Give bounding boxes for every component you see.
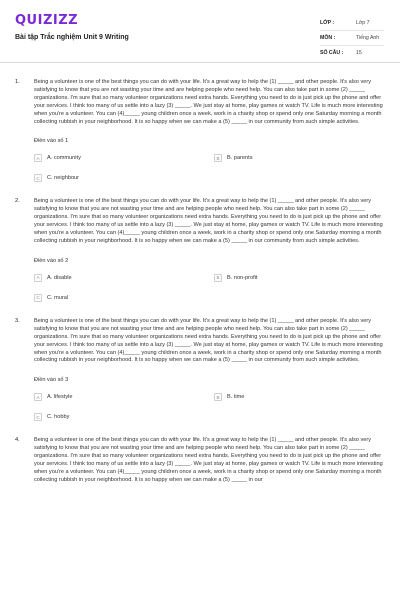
option-b[interactable]	[214, 393, 394, 401]
option-text: C. neighbour	[47, 175, 80, 182]
question-2	[15, 182, 385, 301]
meta-key: SỐ CÂU :	[320, 50, 344, 56]
option-c[interactable]	[34, 294, 214, 302]
option-letter-box: C	[34, 413, 42, 421]
question-passage: Being a volunteer is one of the best things you can do with your life. It's a great way to help the (1) _____ and other people. It's also very satisfying to know that you are not wasting your time and are helping people who need help. You can also take part in some (2) _____ organizations. I'm sure that so many volunteer organizations need extra hands. Everything you need to do is just pick up the phone and offer your services. I think too many of us settle into a lazy (3) _____. We just stay at home, play games or watch TV. Life is much more interesting when you're a volunteer. You can (4)_____ young children once a week, work in a charity shop or spend only one Saturday morning a month collecting rubbish in your neighborhood. It is so happy when we can make a (5) _____ in our community from such simple activities.	[34, 79, 383, 125]
question-passage: Being a volunteer is one of the best things you can do with your life. It's a great way to help the (1) _____ and other people. It's also very satisfying to know that you are not wasting your time and are helping people who need help. You can also take part in some (2) _____ organizations. I'm sure that so many volunteer organizations need extra hands. Everything you need to do is just pick up the phone and offer your services. I think too many of us settle into a lazy (3) _____. We just stay at home, play games or watch TV. Life is much more interesting when you're a volunteer. You can (4)_____ young children once a week, work in a charity shop or spend only one Saturday morning a month collecting rubbish in your neighborhood. It is so happy when we can make a (5) _____ in our	[34, 437, 383, 483]
option-text: C. mural	[47, 294, 69, 301]
option-b[interactable]	[214, 154, 394, 162]
option-text: A. community	[47, 155, 81, 162]
meta-table	[320, 16, 384, 60]
worksheet-title: Bài tập Trắc nghiệm Unit 9 Writing	[15, 34, 129, 41]
option-a[interactable]	[34, 393, 214, 401]
question-number: 4.	[15, 437, 20, 444]
question-4	[15, 421, 385, 484]
question-1	[15, 63, 385, 182]
worksheet-header	[0, 0, 400, 63]
option-letter-box: A	[34, 393, 42, 401]
question-prompt: Điền vào số 2	[34, 257, 69, 264]
option-a[interactable]	[34, 154, 214, 162]
option-b[interactable]	[214, 274, 394, 282]
option-text: B. parents	[227, 155, 253, 162]
option-letter-box: C	[34, 294, 42, 302]
question-number: 1.	[15, 79, 20, 85]
option-letter-box: B	[214, 393, 222, 401]
answer-options	[34, 274, 385, 302]
option-text: B. non-profit	[227, 274, 258, 281]
question-body	[34, 198, 385, 301]
option-text: C. hobby	[47, 414, 70, 421]
question-number: 3.	[15, 317, 20, 324]
meta-value: Lớp 7	[356, 20, 370, 26]
question-3	[15, 302, 385, 421]
question-number: 2.	[15, 198, 20, 205]
quizizz-logo: QUIZIZZ	[15, 13, 79, 28]
meta-value: Tiếng Anh	[356, 35, 380, 41]
meta-row-grade	[320, 16, 384, 31]
meta-row-count	[320, 46, 384, 60]
option-text: B. time	[227, 394, 245, 401]
question-prompt: Điền vào số 1	[34, 138, 69, 145]
option-letter-box: C	[34, 174, 42, 182]
question-body	[34, 79, 385, 182]
option-letter-box: B	[214, 154, 222, 162]
meta-row-subject	[320, 31, 384, 46]
answer-options	[34, 154, 385, 182]
option-letter-box: A	[34, 154, 42, 162]
answer-options	[34, 393, 385, 421]
meta-value: 15	[356, 50, 362, 56]
option-text: A. lifestyle	[47, 394, 73, 401]
option-text: A. disable	[47, 274, 72, 281]
meta-key: MÔN :	[320, 35, 336, 41]
option-letter-box: A	[34, 274, 42, 282]
option-c[interactable]	[34, 174, 214, 182]
question-body	[34, 318, 385, 421]
option-letter-box: B	[214, 274, 222, 282]
question-prompt: Điền vào số 3	[34, 377, 69, 384]
question-passage: Being a volunteer is one of the best things you can do with your life. It's a great way to help the (1) _____ and other people. It's also very satisfying to know that you are not wasting your time and are helping people who need help. You can also take part in some (2) _____ organizations. I'm sure that so many volunteer organizations need extra hands. Everything you need to do is just pick up the phone and offer your services. I think too many of us settle into a lazy (3) _____. We just stay at home, play games or watch TV. Life is much more interesting when you're a volunteer. You can (4)_____ young children once a week, work in a charity shop or spend only one Saturday morning a month collecting rubbish in your neighborhood. It is so happy when we can make a (5) _____ in our community from such simple activities.	[34, 198, 383, 244]
question-body	[34, 437, 385, 484]
option-c[interactable]	[34, 413, 214, 421]
option-a[interactable]	[34, 274, 214, 282]
meta-key: LỚP :	[320, 20, 335, 26]
question-passage: Being a volunteer is one of the best things you can do with your life. It's a great way to help the (1) _____ and other people. It's also very satisfying to know that you are not wasting your time and are helping people who need help. You can also take part in some (2) _____ organizations. I'm sure that so many volunteer organizations need extra hands. Everything you need to do is just pick up the phone and offer your services. I think too many of us settle into a lazy (3) _____. We just stay at home, play games or watch TV. Life is much more interesting when you're a volunteer. You can (4)_____ young children once a week, work in a charity shop or spend only one Saturday morning a month collecting rubbish in your neighborhood. It is so happy when we can make a (5) _____ in our community from such simple activities.	[34, 317, 383, 364]
